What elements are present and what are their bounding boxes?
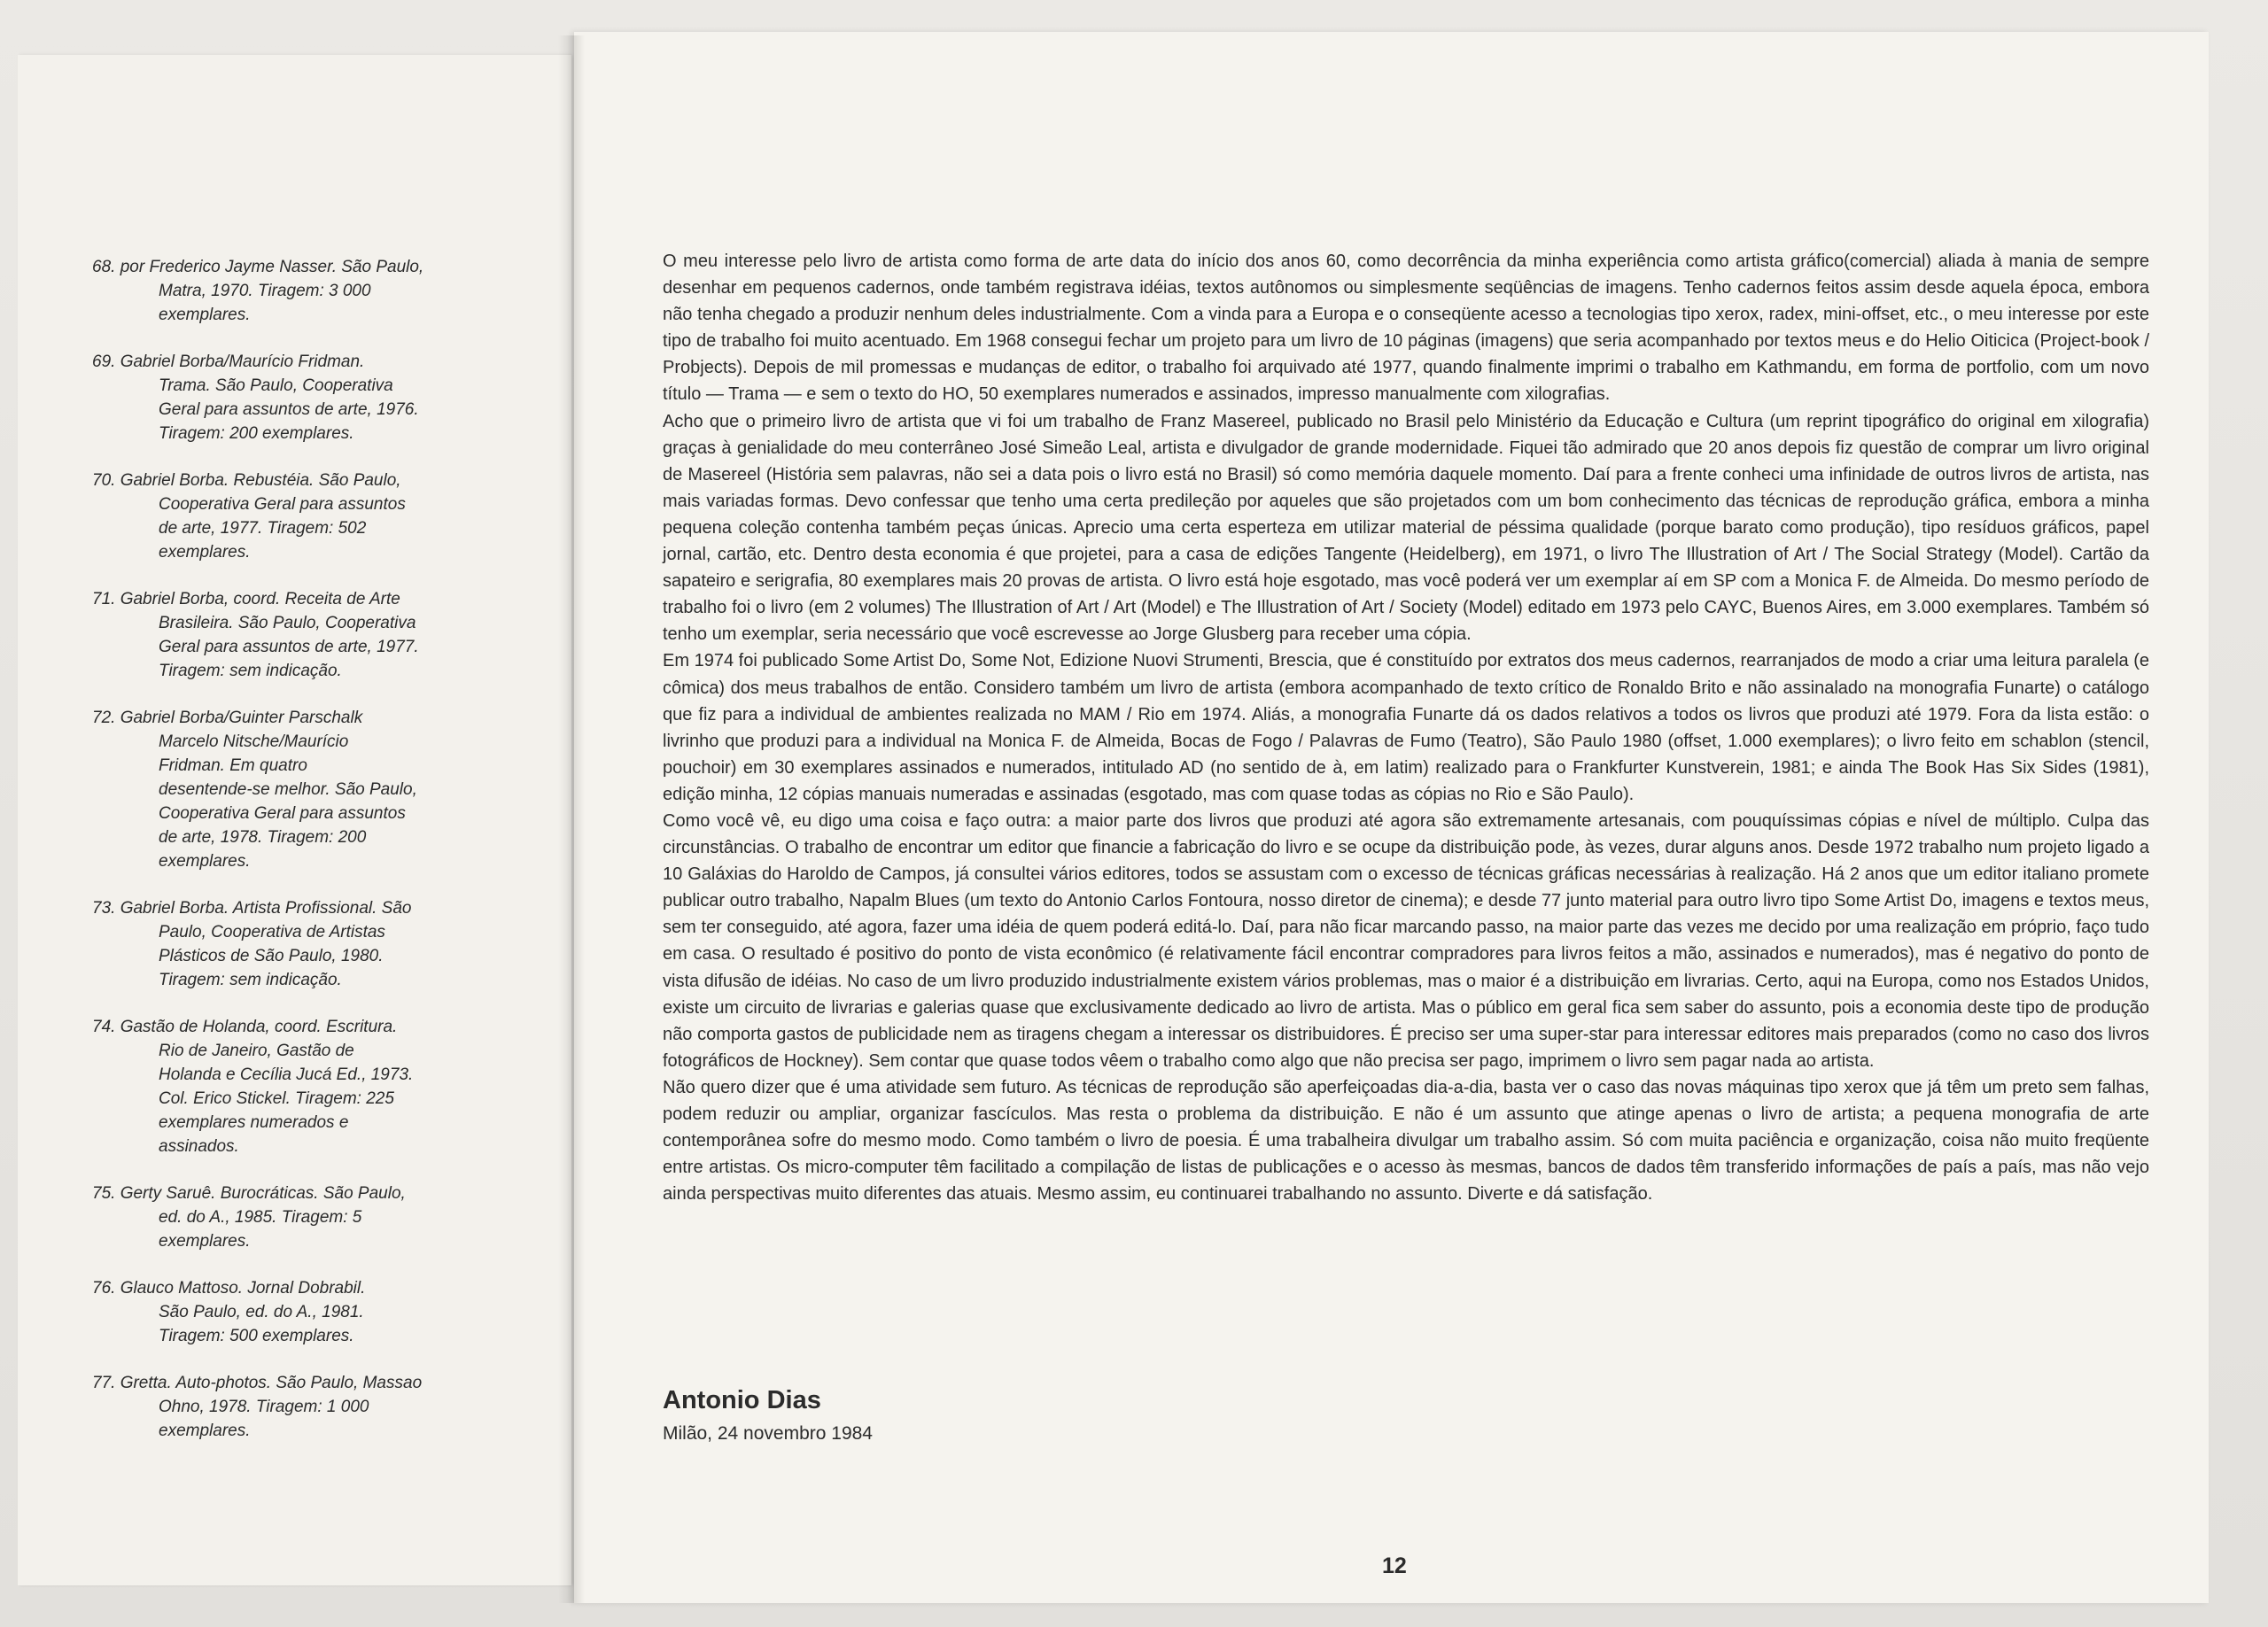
entry-line: exemplares. xyxy=(159,852,251,871)
entry-line: Ohno, 1978. Tiragem: 1 000 xyxy=(159,1398,369,1416)
entry-line: assinados. xyxy=(159,1137,239,1156)
bibliography-entry xyxy=(92,1276,509,1348)
entry-first-line xyxy=(92,255,509,279)
essay-paragraph: Acho que o primeiro livro de artista que vi foi um trabalho de Franz Masereel, publicado no Brasil pelo Ministério da Educação e Cultura (um reprint tipográfico do original em xilografia) graças à genialidade do meu conterrâneo José Simeão Leal, artista e divulgador de grande modernidade. Fiquei tão admirado que 20 anos depois fiz questão de comprar um livro original de Masereel (História sem palavras, não sei a data pois o livro está no Brasil) só como memória daquele momento. Daí para a frente conheci uma infinidade de outros livros de artista, nas mais variadas formas. Devo confessar que tenho uma certa predileção por aqueles que são projetados com um bom conhecimento das técnicas de reprodução gráfica, embora a minha pequena coleção contenha também peças únicas. Aprecio uma certa esperteza em utilizar material de péssima qualidade (porque barato como produção), tipo resíduos gráficos, papel jornal, cartão, etc. Dentro desta economia é que projetei, para a casa de edições Tangente (Heidelberg), em 1971, o livro The Illustration of Art / The Social Strategy (Model). Cartão da sapateiro e serigrafia, 80 exemplares mais 20 provas de artista. O livro está hoje esgotado, mas você poderá ver um exemplar aí em SP com a Monica F. de Almeida. Do mesmo período de trabalho foi o livro (em 2 volumes) The Illustration of Art / Art (Model) e The Illustration of Art / Society (Model) editado em 1973 pelo CAYC, Buenos Aires, em 3.000 exemplares. Também só tenho um exemplar, seria necessário que você escrevesse ao Jorge Glusberg para receber uma cópia. xyxy=(663,411,2149,645)
essay-text xyxy=(663,248,2149,1207)
entry-line: exemplares. xyxy=(159,543,251,562)
entry-number: 70. xyxy=(92,471,116,490)
entry-first-line xyxy=(92,1371,509,1395)
entry-line: de arte, 1977. Tiragem: 502 xyxy=(159,519,367,538)
entry-text: Gabriel Borba/Guinter Parschalk xyxy=(120,709,363,727)
bibliography-entry xyxy=(92,1015,509,1158)
essay-paragraph: O meu interesse pelo livro de artista como forma de arte data do início dos anos 60, como decorrência da minha experiência como artista gráfico(comercial) aliada à mania de sempre desenhar em pequenos cadernos, onde também registrava idéias, textos autônomos ou simplesmente seqüências de imagens. Tenho cadernos feitos assim desde aquela época, embora não tenha chegado a produzir nenhum deles industrialmente. Com a vinda para a Europa e o conseqüente acesso a tecnologias tipo xerox, radex, mini-offset, etc., o meu interesse por este tipo de trabalho foi muito acentuado. Em 1968 consegui fechar um projeto para um livro de 10 páginas (imagens) que seria acompanhado por textos meus e do Helio Oiticica (Project-book / Probjects). Depois de mil promessas e mudanças de editor, o trabalho foi arquivado até 1977, quando finalmente imprimi o trabalho em Kathmandu, em forma de portfolio, com um novo título — Trama — e sem o texto do HO, 50 exemplares numerados e assinados, impresso manualmente com xilografias. xyxy=(663,252,2149,405)
entry-number: 69. xyxy=(92,353,116,371)
entry-text: Gabriel Borba. Artista Profissional. São xyxy=(120,899,412,918)
entry-text: Gastão de Holanda, coord. Escritura. xyxy=(120,1018,398,1036)
entry-text: por Frederico Jayme Nasser. São Paulo, xyxy=(120,258,424,276)
entry-text: Glauco Mattoso. Jornal Dobrabil. xyxy=(120,1279,366,1298)
entry-line: exemplares. xyxy=(159,306,251,324)
entry-number: 75. xyxy=(92,1184,116,1203)
entry-text: Gretta. Auto-photos. São Paulo, Massao xyxy=(120,1374,423,1392)
bibliography-entry xyxy=(92,896,509,992)
entry-line: Tiragem: 200 exemplares. xyxy=(159,424,354,443)
bibliography-entry xyxy=(92,350,509,445)
bibliography-entry xyxy=(92,1182,509,1253)
entry-line: Brasileira. São Paulo, Cooperativa xyxy=(159,614,416,632)
entry-line: de arte, 1978. Tiragem: 200 xyxy=(159,828,367,847)
entry-text: Gabriel Borba. Rebustéia. São Paulo, xyxy=(120,471,401,490)
entry-line: Marcelo Nitsche/Maurício xyxy=(159,732,349,751)
entry-line: Geral para assuntos de arte, 1976. xyxy=(159,400,419,419)
bibliography-entry xyxy=(92,469,509,564)
entry-number: 77. xyxy=(92,1374,116,1392)
entry-line: Matra, 1970. Tiragem: 3 000 xyxy=(159,282,371,300)
entry-line: Rio de Janeiro, Gastão de xyxy=(159,1042,354,1060)
entry-line: São Paulo, ed. do A., 1981. xyxy=(159,1303,364,1321)
entry-line: Holanda e Cecília Jucá Ed., 1973. xyxy=(159,1065,414,1084)
entry-number: 76. xyxy=(92,1279,116,1298)
entry-line: exemplares numerados e xyxy=(159,1113,349,1132)
entry-line: Col. Erico Stickel. Tiragem: 225 xyxy=(159,1089,394,1108)
entry-number: 72. xyxy=(92,709,116,727)
entry-text: Gabriel Borba/Maurício Fridman. xyxy=(120,353,365,371)
entry-first-line xyxy=(92,469,509,492)
entry-number: 74. xyxy=(92,1018,116,1036)
bibliography-entry xyxy=(92,255,509,327)
entry-number: 71. xyxy=(92,590,116,608)
entry-first-line xyxy=(92,1015,509,1039)
bibliography-entry xyxy=(92,587,509,683)
entry-text: Gabriel Borba, coord. Receita de Arte xyxy=(120,590,400,608)
entry-first-line xyxy=(92,587,509,611)
essay-paragraph: Não quero dizer que é uma atividade sem futuro. As técnicas de reprodução são aperfeiçoadas dia-a-dia, basta ver o caso das novas máquinas tipo xerox que já têm um preto sem falhas, podem reduzir ou ampliar, organizar fascículos. Mas resta o problema da distribuição. E não é um assunto que atinge apenas o livro de artista; a pequena monografia de arte contemporânea sofre do mesmo modo. Como também o livro de poesia. É uma trabalheira divulgar um trabalho assim. Só com muita paciência e organização, coisa não muito freqüente entre artistas. Os micro-computer têm facilitado a compilação de listas de publicações e o acesso às mesmas, bancos de dados têm transferido informações de país a país, mas não vejo ainda perspectivas muito diferentes das atuais. Mesmo assim, eu continuarei trabalhando no assunto. Diverte e dá satisfação. xyxy=(663,1077,2149,1205)
entry-line: Tiragem: sem indicação. xyxy=(159,662,342,680)
essay-paragraph: Como você vê, eu digo uma coisa e faço outra: a maior parte dos livros que produzi até agora são extremamente artesanais, com pouquíssimas cópias e nível de múltiplo. Culpa das circunstâncias. O trabalho de encontrar um editor que financie a fabricação do livro e se ocupe da distribuição pode, às vezes, durar alguns anos. Desde 1972 trabalho num projeto ligado a 10 Galáxias do Haroldo de Campos, já consultei vários editores, todos se assustam com o excesso de técnicas gráficas necessárias à realização. Há 2 anos que um editor italiano promete publicar outro trabalho, Napalm Blues (um texto do Antonio Carlos Fontoura, nosso diretor de cinema); e desde 77 junto material para outro livro tipo Some Artist Do, imagens e textos meus, sem ter conseguido, até agora, fazer uma idéia de quem poderá editá-lo. Daí, para não ficar marcando passo, na maior parte das vezes me decido por uma realização em próprio, faço tudo em casa. O resultado é positivo do ponto de vista econômico (é relativamente fácil encontrar compradores para livros feitos a mão, assinados e numerados), mas é negativo do ponto de vista difusão de idéias. No caso de um livro produzido industrialmente existem vários problemas, mas o maior é a distribuição em livrarias. Certo, aqui na Europa, como nos Estados Unidos, existe um circuito de livrarias e galerias quase que exclusivamente dedicado ao livro de artista. Mas o público em geral fica sem saber do assunto, pois a economia deste tipo de produção não comporta gastos de publicidade nem as tiragens chegam a interessar os distribuidores. É preciso ser uma super-star para interessar editores mais preparados (como no caso dos livros fotográficos de Hockney). Sem contar que quase todos vêem o trabalho como algo que não precisa ser pago, imprimem o livro sem pagar nada ao artista. xyxy=(663,810,2149,1071)
entry-line: Plásticos de São Paulo, 1980. xyxy=(159,947,384,965)
entry-line: Paulo, Cooperativa de Artistas xyxy=(159,923,385,941)
entry-line: ed. do A., 1985. Tiragem: 5 xyxy=(159,1208,362,1227)
entry-first-line xyxy=(92,1276,509,1300)
entry-line: Trama. São Paulo, Cooperativa xyxy=(159,376,393,395)
entry-line: desentende-se melhor. São Paulo, xyxy=(159,780,417,799)
bibliography-entry xyxy=(92,706,509,873)
entry-number: 73. xyxy=(92,899,116,918)
entry-line: Tiragem: 500 exemplares. xyxy=(159,1327,354,1345)
entry-line: Cooperativa Geral para assuntos xyxy=(159,495,406,514)
entry-line: exemplares. xyxy=(159,1422,251,1440)
bibliography-entry xyxy=(92,1371,509,1443)
author-signature: Antonio Dias xyxy=(663,1386,821,1414)
entry-first-line xyxy=(92,1182,509,1205)
entry-first-line xyxy=(92,350,509,374)
book-gutter xyxy=(558,35,585,1603)
essay-paragraph: Em 1974 foi publicado Some Artist Do, Some Not, Edizione Nuovi Strumenti, Brescia, que é constituído por extratos dos meus cadernos, rearranjados de modo a criar uma leitura paralela (e cômica) dos meus trabalhos de então. Considero também um livro de artista (embora acompanhado de texto crítico de Ronaldo Brito e não assinalado na monografia Funarte) o catálogo que fiz para a individual de ambientes realizada no MAM / Rio em 1974. Aliás, a monografia Funarte dá os dados relativos a todos os livros que produzi até 1979. Fora da lista estão: o livrinho que produzi para a individual na Monica F. de Almeida, Bocas de Fogo / Palavras de Fumo (Teatro), São Paulo 1980 (offset, 1.000 exemplares); o livro feito em schablon (stencil, pouchoir) em 30 exemplares assinados e numerados, intitulado AD (no sentido de à, em latim) realizado para o Frankfurter Kunstverein, 1981; e ainda The Book Has Six Sides (1981), edição minha, 12 cópias manuais numeradas e assinadas (esgotado, mas com quase todas as cópias no Rio e São Paulo). xyxy=(663,651,2149,804)
entry-line: exemplares. xyxy=(159,1232,251,1251)
place-date: Milão, 24 novembro 1984 xyxy=(663,1423,873,1444)
entry-line: Fridman. Em quatro xyxy=(159,756,307,775)
bibliography-list xyxy=(92,255,509,1466)
entry-text: Gerty Saruê. Burocráticas. São Paulo, xyxy=(120,1184,406,1203)
entry-line: Tiragem: sem indicação. xyxy=(159,971,342,989)
entry-first-line xyxy=(92,896,509,920)
page-number: 12 xyxy=(1382,1553,1407,1578)
entry-line: Geral para assuntos de arte, 1977. xyxy=(159,638,419,656)
entry-first-line xyxy=(92,706,509,730)
entry-line: Cooperativa Geral para assuntos xyxy=(159,804,406,823)
entry-number: 68. xyxy=(92,258,116,276)
